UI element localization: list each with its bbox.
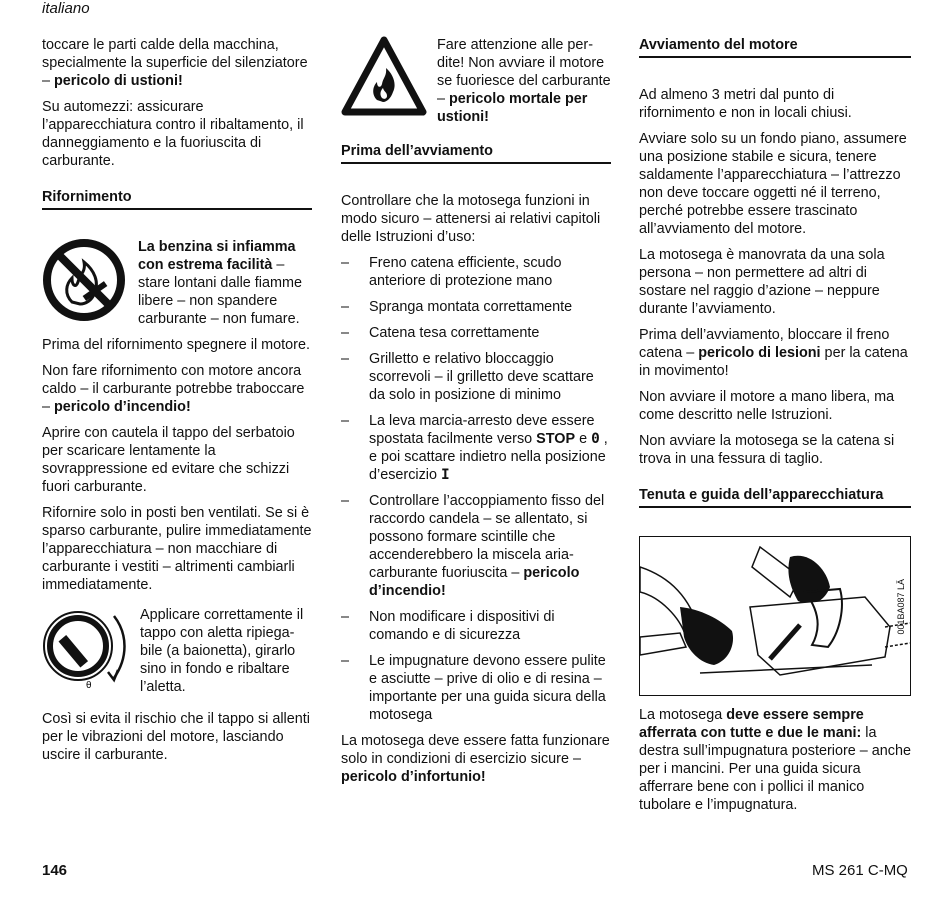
chainsaw-grip-illustration <box>639 536 911 696</box>
stop-label: STOP <box>536 431 576 447</box>
paragraph <box>341 732 611 786</box>
cap-text: Applicare correttamente il tappo con aletta ripiega-bile (a baionetta), girarlo sino in fondo e ribaltare l’aletta. <box>140 607 304 695</box>
warning-text-block <box>138 238 312 328</box>
section-heading-prima-avviamento: Prima dell’avviamento <box>341 142 611 164</box>
figure-code: 001BA087 LÄ <box>896 579 906 635</box>
paragraph: Avviare solo su un fondo piano, assumere una posizione stabile e sicura, tenere saldamente l’apparecchiatura – l’attrezzo non deve toccare oggetti né il terreno, perché potrebbe essere trascinato all’avviamento del motore. <box>639 131 907 237</box>
warning-text: pericolo d’incendio! <box>369 565 580 599</box>
run-symbol: I <box>440 467 450 483</box>
text: Non fare rifornimento con motore ancora caldo – il carburante potrebbe traboccare – <box>42 363 305 415</box>
text: la destra sull’impugnatura posteriore – anche per i mancini. Per una guida sicura afferrare bene con i pollici il manico tubolare e l’impugnatura. <box>639 725 911 813</box>
column-left <box>42 36 312 772</box>
warning-bold: La benzina si infiamma con estrema facilità <box>138 239 296 273</box>
fuel-cap-icon <box>42 606 128 690</box>
text: e <box>575 431 592 447</box>
model-name: MS 261 C-MQ <box>812 862 908 879</box>
list-item <box>341 412 611 484</box>
text: La leva marcia-arresto deve essere spostata facilmente verso <box>369 413 595 447</box>
text: – stare lontani dalle fiamme libere – non spandere carburante – non fumare. <box>138 257 302 327</box>
paragraph: Non avviare il motore a mano libera, ma come descritto nelle Istruzioni. <box>639 389 895 423</box>
warning-text: pericolo d’infortunio! <box>341 769 486 785</box>
paragraph <box>639 326 911 380</box>
flammable-warning-icon <box>341 36 427 116</box>
section-heading-rifornimento: Rifornimento <box>42 188 312 210</box>
warning-text: deve essere sempre afferrata con tutte e due le mani: <box>639 707 864 741</box>
list-item: – Grilletto e relativo bloccaggio scorrevoli – il grilletto deve scattare da solo in posizione di minimo <box>341 350 611 404</box>
list-item: – Spranga montata correttamente <box>341 298 611 316</box>
paragraph: Ad almeno 3 metri dal punto di rifornimento e non in locali chiusi. <box>639 87 852 121</box>
text: La motosega <box>639 707 727 723</box>
text: La motosega deve essere fatta funzionare solo in condizioni di esercizio sicure – <box>341 733 610 767</box>
paragraph: Non avviare la motosega se la catena si trova in una fessura di taglio. <box>639 433 895 467</box>
paragraph: Prima del rifornimento spegnere il motore. <box>42 337 310 353</box>
list-item: – Non modificare i dispositivi di comando e di sicurezza <box>341 608 611 644</box>
text: Controllare l’accoppiamento fisso del raccordo candela – se allentato, si possono formare scintille che accenderebbero la miscela aria-carburante fuoriuscita – <box>369 493 605 581</box>
list-item <box>341 492 611 600</box>
list-item: – Freno catena efficiente, scudo anteriore di protezione mano <box>341 254 611 290</box>
list-item: – Le impugnature devono essere pulite e asciutte – prive di olio e di resina – importante per una guida sicura della motosega <box>341 652 611 724</box>
paragraph <box>639 706 911 814</box>
paragraph <box>42 36 312 90</box>
paragraph: Rifornire solo in posti ben ventilati. Se si è sparso carburante, pulire immediatamente l’apparecchiatura – non macchiare di carburante i vestiti – altrimenti cambiarli immediatamente. <box>42 505 312 593</box>
cap-instruction <box>42 606 312 696</box>
warning-text: pericolo di ustioni! <box>54 73 183 89</box>
text: , e poi scattare indietro nella posizione d’esercizio <box>369 431 608 483</box>
paragraph <box>42 362 312 416</box>
checklist <box>341 254 611 724</box>
warning-text: pericolo d’incendio! <box>54 399 191 415</box>
text: Fare attenzione alle per-dite! Non avviare il motore se fuoriesce del carburante – <box>437 37 611 107</box>
section-heading-tenuta-guida: Tenuta e guida dell’apparecchiatura <box>639 486 911 508</box>
paragraph: La motosega è manovrata da una sola persona – non permettere ad altri di sostare nel raggio d’azione – neppure durante l’avviamento. <box>639 247 885 317</box>
page-number: 146 <box>42 862 68 879</box>
column-middle <box>341 36 611 794</box>
text: per la catena in movimento! <box>639 345 908 379</box>
paragraph: Così si evita il rischio che il tappo si allenti per le vibrazioni del motore, lasciando uscire il carburante. <box>42 711 310 763</box>
warning-text: pericolo di lesioni <box>698 345 821 361</box>
list-item: – Catena tesa correttamente <box>341 324 611 342</box>
language-label: italiano <box>42 0 90 17</box>
text: toccare le parti calde della macchina, specialmente la superficie del silenziatore – <box>42 37 308 89</box>
section-heading-avviamento-motore: Avviamento del motore <box>639 36 911 58</box>
paragraph: Controllare che la motosega funzioni in modo sicuro – attenersi ai relativi capitoli delle Istruzioni d’uso: <box>341 193 601 245</box>
no-open-flame-icon <box>42 238 126 322</box>
paragraph: Su automezzi: assicurare l’apparecchiatura contro il ribaltamento, il danneggiamento e la fuoriuscita di carburante. <box>42 99 304 169</box>
hands-on-chainsaw-icon <box>640 537 910 695</box>
fire-warning-text <box>437 36 611 126</box>
warning-text: pericolo mortale per ustioni! <box>437 91 588 125</box>
fire-warning <box>341 36 611 126</box>
zero-symbol: 0 <box>591 431 600 447</box>
paragraph: Aprire con cautela il tappo del serbatoio per scaricare lentamente la sovrappressione ed evitare che schizzi fuori carburante. <box>42 425 295 495</box>
no-fire-warning <box>42 238 312 328</box>
text: Prima dell’avviamento, bloccare il freno catena – <box>639 327 890 361</box>
column-right <box>639 36 911 822</box>
svg-text:θ: θ <box>86 681 92 690</box>
